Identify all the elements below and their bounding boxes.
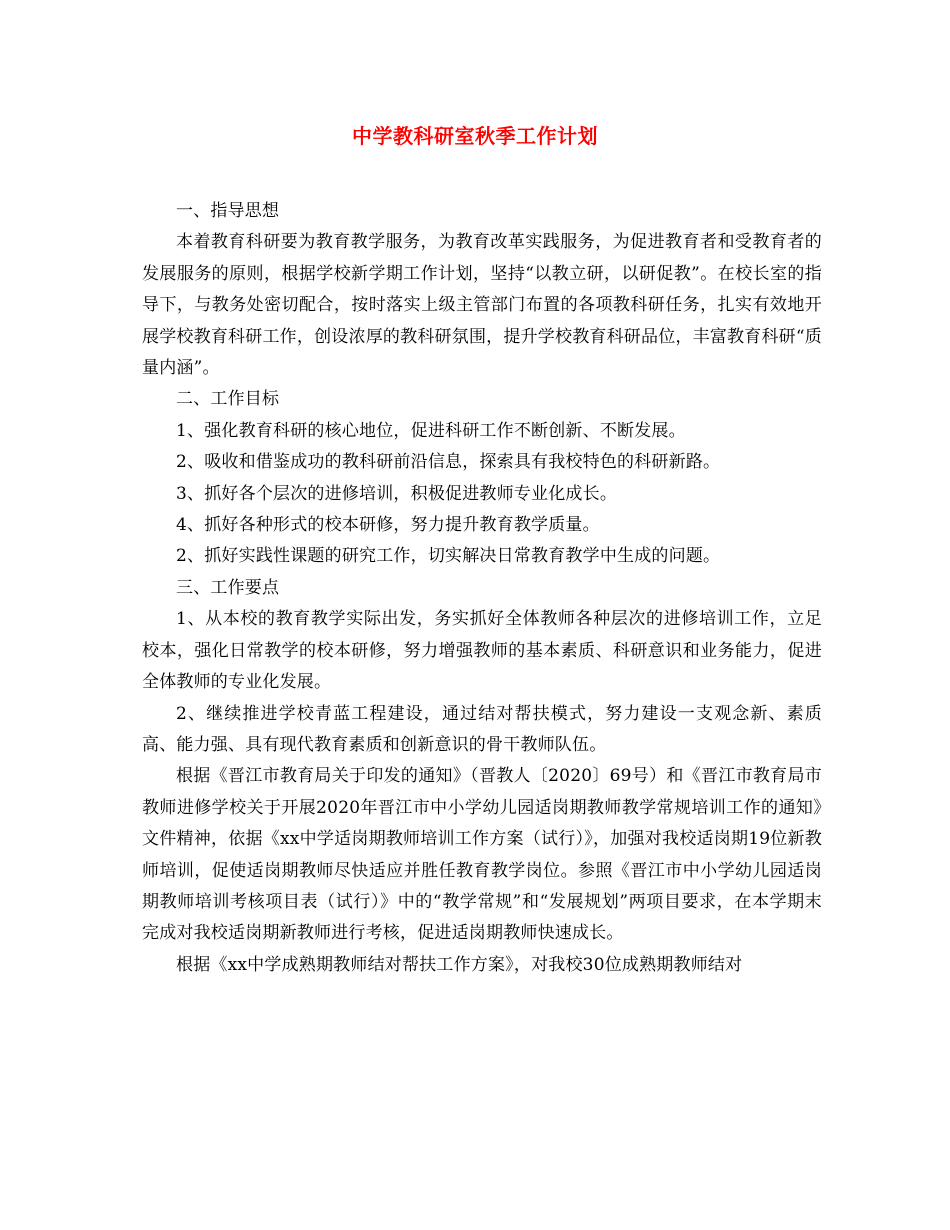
section-heading-guiding-ideology: 一、指导思想 (176, 201, 280, 221)
work-point-paragraph: 2、继续推进学校青蓝工程建设，通过结对帮扶模式，努力建设一支观念新、素质高、能力强、具有现代教育素质和创新意识的骨干教师队伍。 (142, 703, 822, 755)
goal-item: 4、抓好各种形式的校本研修，努力提升教育教学质量。 (176, 515, 600, 536)
document-body (142, 196, 822, 981)
goal-item: 1、强化教育科研的核心地位，促进科研工作不断创新、不断发展。 (176, 420, 686, 441)
goal-item: 2、抓好实践性课题的研究工作，切实解决日常教育教学中生成的问题。 (176, 546, 721, 567)
section-heading-work-goals: 二、工作目标 (176, 389, 280, 410)
work-point-paragraph: 1、从本校的教育教学实际出发，务实抓好全体教师各种层次的进修培训工作，立足校本，强化日常教学的校本研修，努力增强教师的基本素质、科研意识和业务能力，促进全体教师的专业化发展。 (142, 609, 822, 693)
body-paragraph: 根据《晋江市教育局关于印发的通知》（晋教人〔2020〕69号）和《晋江市教育局市教师进修学校关于开展2020年晋江市中小学幼儿园适岗期教师教学常规培训工作的通知》文件精神，依据《xx中学适岗期教师培训工作方案（试行）》，加强对我校适岗期19位新教师培训，促使适岗期教师尽快适应并胜任教育教学岗位。参照《晋江市中小学幼儿园适岗期教师培训考核项目表（试行）》中的“教学常规”和“发展规划”两项目要求，在本学期末完成对我校适岗期新教师进行考核，促进适岗期教师快速成长。 (142, 766, 822, 944)
paragraph-guiding-ideology: 本着教育科研要为教育教学服务，为教育改革实践服务，为促进教育者和受教育者的发展服务的原则，根据学校新学期工作计划，坚持“以教立研，以研促教”。在校长室的指导下，与教务处密切配合，按时落实上级主管部门布置的各项教科研任务，扎实有效地开展学校教育科研工作，创设浓厚的教科研氛围，提升学校教育科研品位，丰富教育科研“质量内涵”。 (142, 232, 822, 379)
goal-item: 2、吸收和借鉴成功的教科研前沿信息，探索具有我校特色的科研新路。 (176, 452, 721, 473)
document-title: 中学教科研室秋季工作计划 (352, 124, 598, 148)
goal-item: 3、抓好各个层次的进修培训，积极促进教师专业化成长。 (176, 483, 618, 504)
section-heading-work-points: 三、工作要点 (176, 577, 280, 598)
body-paragraph: 根据《xx中学成熟期教师结对帮扶工作方案》，对我校30位成熟期教师结对 (176, 954, 743, 975)
